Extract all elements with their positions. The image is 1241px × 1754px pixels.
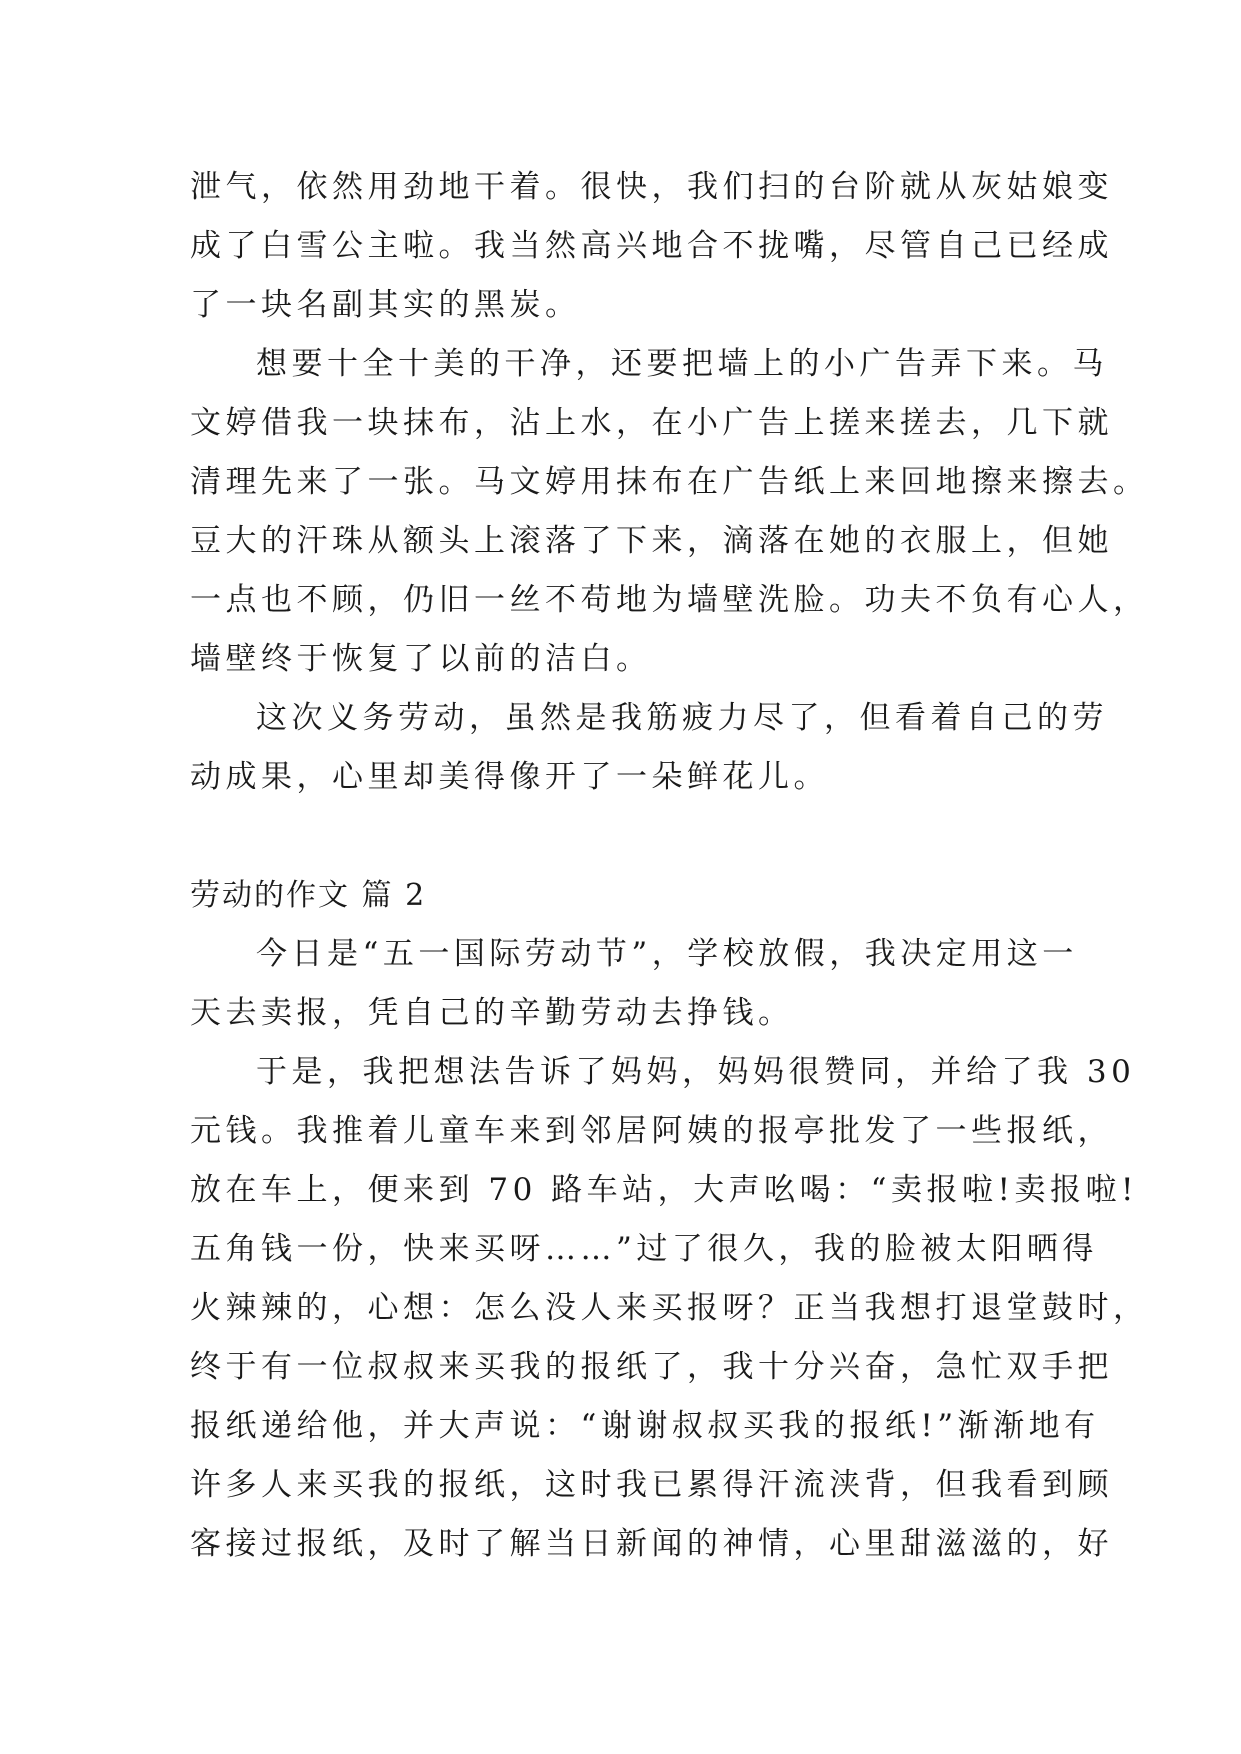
text-line: 终于有一位叔叔来买我的报纸了，我十分兴奋，急忙双手把 (190, 1349, 1113, 1385)
text-line: 今日是“五一国际劳动节”，学校放假，我决定用这一 (256, 936, 1078, 972)
text-line: 火辣辣的，心想：怎么没人来买报呀？正当我想打退堂鼓时， (190, 1290, 1149, 1326)
text-line: 了一块名副其实的黑炭。 (190, 287, 581, 323)
text-column (190, 158, 1149, 1574)
text-line: 泄气，依然用劲地干着。很快，我们扫的台阶就从灰姑娘变 (190, 169, 1113, 205)
text-line: 放在车上，便来到 70 路车站，大声吆喝：“卖报啦!卖报啦! (190, 1172, 1138, 1208)
paragraph-conclusion (190, 689, 1108, 807)
text-line: 想要十全十美的干净，还要把墙上的小广告弄下来。马 (256, 346, 1108, 382)
section-gap (190, 807, 1052, 866)
text-line: 客接过报纸，及时了解当日新闻的神情，心里甜滋滋的，好 (190, 1526, 1113, 1562)
text-line: 文婷借我一块抹布，沾上水，在小广告上搓来搓去，几下就 (190, 405, 1113, 441)
text-line: 豆大的汗珠从额头上滚落了下来，滴落在她的衣服上，但她 (190, 523, 1113, 559)
text-line: 于是，我把想法告诉了妈妈，妈妈很赞同，并给了我 30 (256, 1054, 1136, 1090)
text-line: 动成果，心里却美得像开了一朵鲜花儿。 (190, 759, 829, 795)
text-line: 一点也不顾，仍旧一丝不苟地为墙壁洗脸。功夫不负有心人， (190, 582, 1149, 618)
text-line: 报纸递给他，并大声说：“谢谢叔叔买我的报纸!”渐渐地有 (190, 1408, 1100, 1444)
section-title: 劳动的作文 篇 2 (190, 878, 427, 913)
text-line: 元钱。我推着儿童车来到邻居阿姨的报亭批发了一些报纸， (190, 1113, 1113, 1149)
text-line: 五角钱一份，快来买呀……”过了很久，我的脸被太阳晒得 (190, 1231, 1098, 1267)
paragraph-cleaning-ads (190, 335, 1149, 689)
paragraph-labor-day (190, 925, 1078, 1043)
text-line: 清理先来了一张。马文婷用抹布在广告纸上来回地擦来擦去。 (190, 464, 1149, 500)
text-line: 许多人来买我的报纸，这时我已累得汗流浃背，但我看到顾 (190, 1467, 1113, 1503)
paragraph-selling-newspapers (190, 1043, 1149, 1574)
paragraph-continuation (190, 158, 1113, 335)
text-line: 这次义务劳动，虽然是我筋疲力尽了，但看着自己的劳 (256, 700, 1108, 736)
text-line: 墙壁终于恢复了以前的洁白。 (190, 641, 652, 677)
text-line: 成了白雪公主啦。我当然高兴地合不拢嘴，尽管自己已经成 (190, 228, 1113, 264)
text-line: 天去卖报，凭自己的辛勤劳动去挣钱。 (190, 995, 794, 1031)
